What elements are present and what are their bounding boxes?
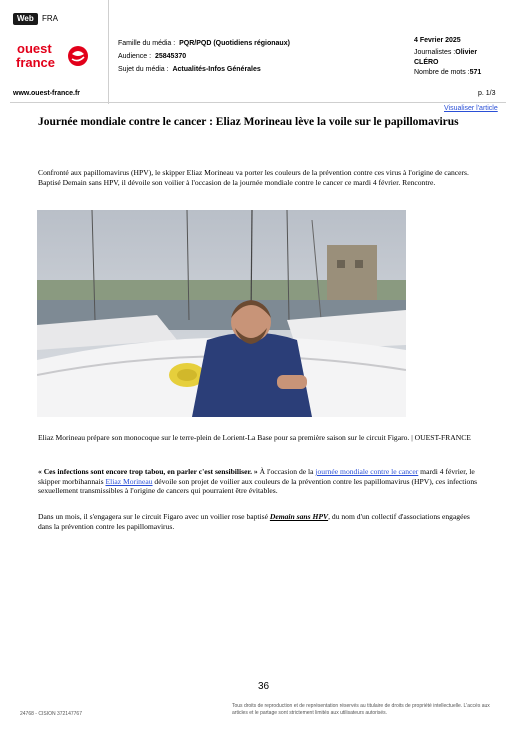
footer-page-number: 36 xyxy=(258,681,270,692)
article-photo xyxy=(37,210,406,417)
logo-line2: france xyxy=(16,55,56,70)
language-label: FRA xyxy=(42,14,58,23)
article-lead: Confronté aux papillomavirus (HPV), le skipper Eliaz Morineau va porter les couleurs de la prévention contre ces virus à l'origine de cancers. Baptisé Demain sans HPV, il dévoile son voilier à l'occasion de la journée mondiale contre le cancer ce mardi 4 février. Rencontre. xyxy=(38,168,469,187)
boat-name: Demain sans HPV xyxy=(269,512,329,521)
article-date: 4 Fevrier 2025 xyxy=(414,37,461,44)
word-count: Nombre de mots :571 xyxy=(414,69,482,76)
link-eliaz-morineau[interactable]: Eliaz Morineau xyxy=(105,476,153,486)
footer-copyright: Tous droits de reproduction et de représentation réservés au titulaire de droits de propriété intellectuelle. L'accès aux articles et le partage sont strictement limités aux utilisateurs autorisés. xyxy=(232,703,490,716)
view-article-link[interactable]: Visualiser l'article xyxy=(444,105,498,112)
footer-reference: 24768 - CISION 372147767 xyxy=(20,711,82,717)
header-divider-vertical xyxy=(108,0,109,104)
site-url: www.ouest-france.fr xyxy=(13,90,81,97)
article-paragraph-2: Dans un mois, il s'engagera sur le circuit Figaro avec un voilier rose baptisé Demain sans HPV, du nom d'un collectif d'associations engagées dans la prévention contre les papillomavirus. xyxy=(38,512,470,531)
meta-audience: Audience : 25845370 xyxy=(118,53,187,60)
header-divider-horizontal xyxy=(10,102,506,103)
ouest-france-logo xyxy=(14,41,94,71)
page-indicator: p. 1/3 xyxy=(478,90,496,97)
photo-caption: Eliaz Morineau prépare son monocoque sur le terre-plein de Lorient-La Base pour sa première saison sur le circuit Figaro. | OUEST-FRANCE xyxy=(38,433,471,442)
article-title: Journée mondiale contre le cancer : Eliaz Morineau lève la voile sur le papillomavirus xyxy=(38,116,459,128)
logo-line1: ouest xyxy=(17,41,52,56)
meta-famille: Famille du média : PQR/PQD (Quotidiens régionaux) xyxy=(118,40,290,47)
journaliste-name: CLÉRO xyxy=(414,59,439,66)
journalistes: Journalistes :Olivier xyxy=(414,49,478,56)
link-journee-mondiale[interactable]: journée mondiale contre le cancer xyxy=(315,467,419,476)
article-paragraph-1: « Ces infections sont encore trop tabou, en parler c'est sensibiliser. » À l'occasion de la journée mondiale contre le cancer mardi 4 février, le skipper morbihannais Eliaz Morineau dévoile son projet de voilier aux couleurs de la prévention contre les papillomavirus (HPV), ces infections sexuellement transmissibles à l'origine de cancers qui pourraient être évitables. xyxy=(38,467,478,495)
meta-sujet: Sujet du média : Actualités-Infos Générales xyxy=(118,66,261,73)
quote: « Ces infections sont encore trop tabou, en parler c'est sensibiliser. » xyxy=(38,467,258,476)
web-badge: Web xyxy=(13,13,38,25)
